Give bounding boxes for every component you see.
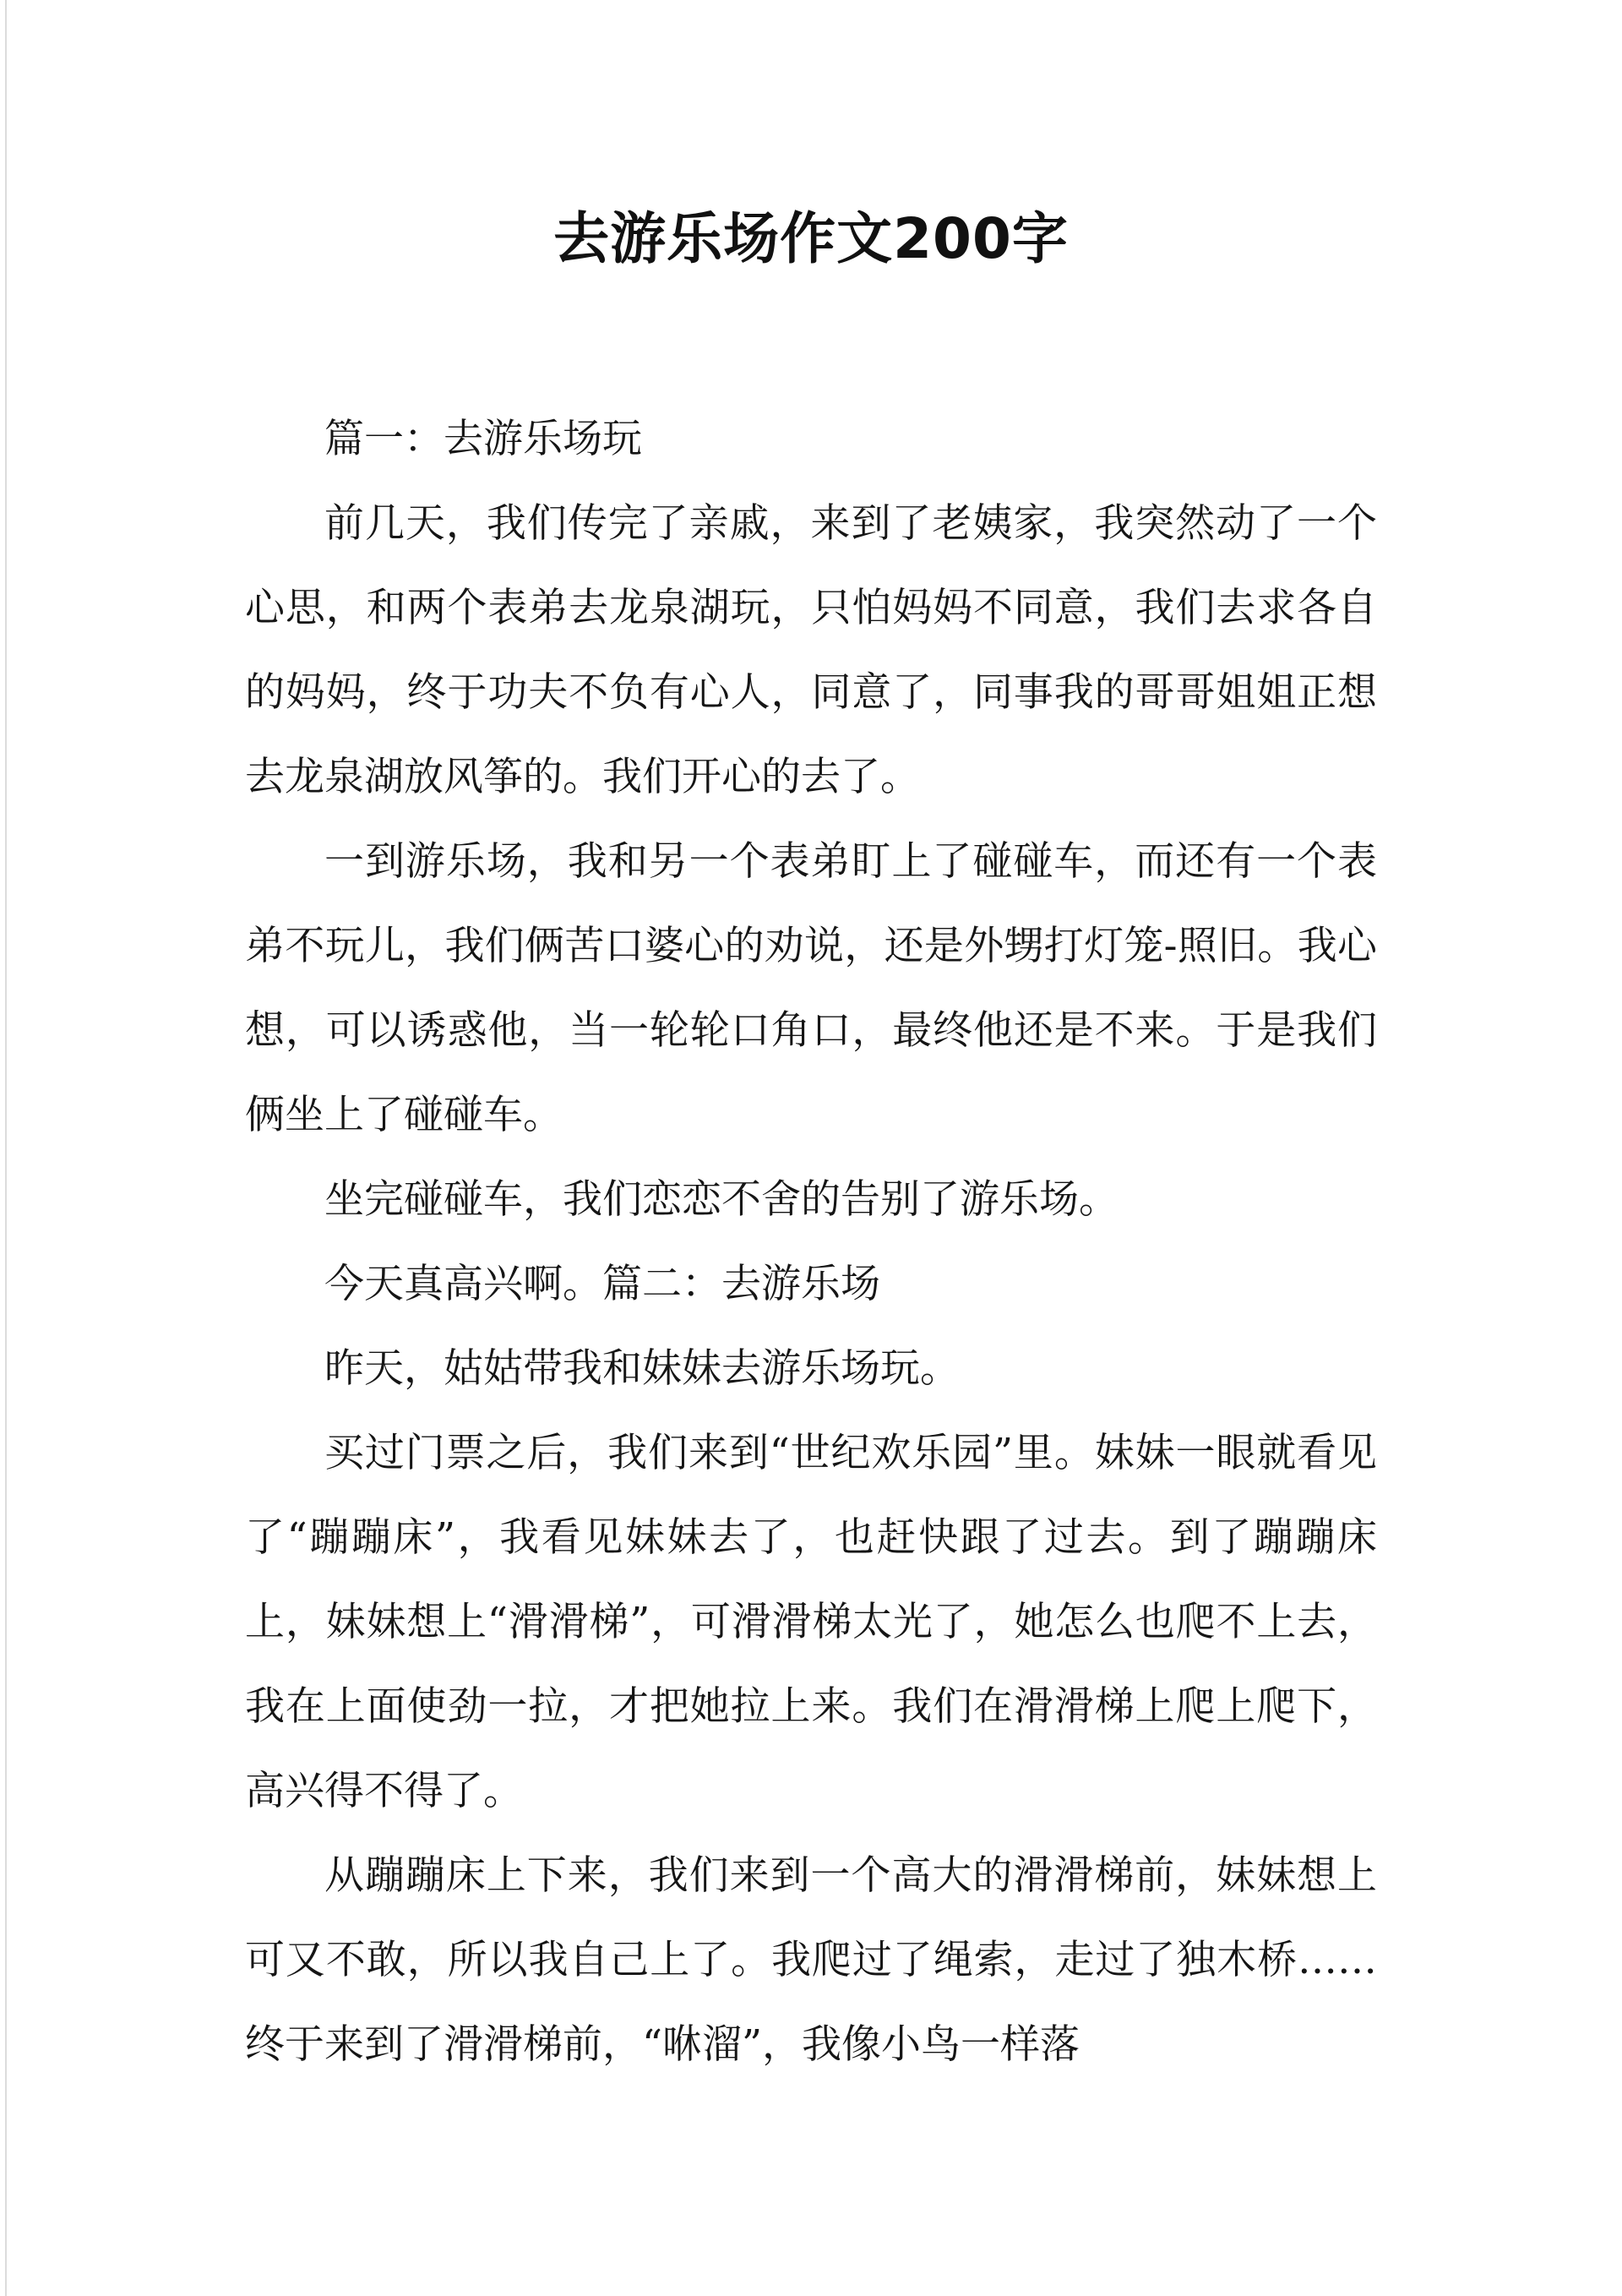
document-title: 去游乐场作文200字	[553, 206, 1069, 271]
paragraph: 坐完碰碰车，我们恋恋不舍的告别了游乐场。	[324, 1176, 1119, 1223]
paragraph: 昨天，姑姑带我和妹妹去游乐场玩。	[324, 1345, 960, 1392]
paragraph: 前几天，我们传完了亲戚，来到了老姨家，我突然动了一个心思，和两个表弟去龙泉湖玩，只怕妈妈不同意，我们去求各自的妈妈，终于功夫不负有心人，同意了，同事我的哥哥姐姐正想去龙泉湖放风筝的。我们开心的去了。	[245, 500, 1377, 800]
paragraph: 从蹦蹦床上下来，我们来到一个高大的滑滑梯前，妹妹想上可又不敢，所以我自己上了。我爬过了绳索，走过了独木桥……终于来到了滑滑梯前，“咻溜”，我像小鸟一样落	[245, 1852, 1377, 2068]
paragraph: 买过门票之后，我们来到“世纪欢乐园”里。妹妹一眼就看见了“蹦蹦床”，我看见妹妹去了，也赶快跟了过去。到了蹦蹦床上，妹妹想上“滑滑梯”，可滑滑梯太光了，她怎么也爬不上去，我在上面使劲一拉，才把她拉上来。我们在滑滑梯上爬上爬下，高兴得不得了。	[245, 1430, 1377, 1814]
paragraph: 一到游乐场，我和另一个表弟盯上了碰碰车，而还有一个表弟不玩儿，我们俩苦口婆心的劝说，还是外甥打灯笼-照旧。我心想，可以诱惑他，当一轮轮口角口，最终他还是不来。于是我们俩坐上了碰碰车。	[245, 838, 1377, 1138]
document-body	[245, 397, 1377, 2087]
page-edge-line	[5, 0, 7, 2296]
paragraph-section-one-heading: 篇一：去游乐场玩	[324, 416, 642, 462]
paragraph-section-two-heading: 今天真高兴啊。篇二：去游乐场	[324, 1261, 880, 1307]
